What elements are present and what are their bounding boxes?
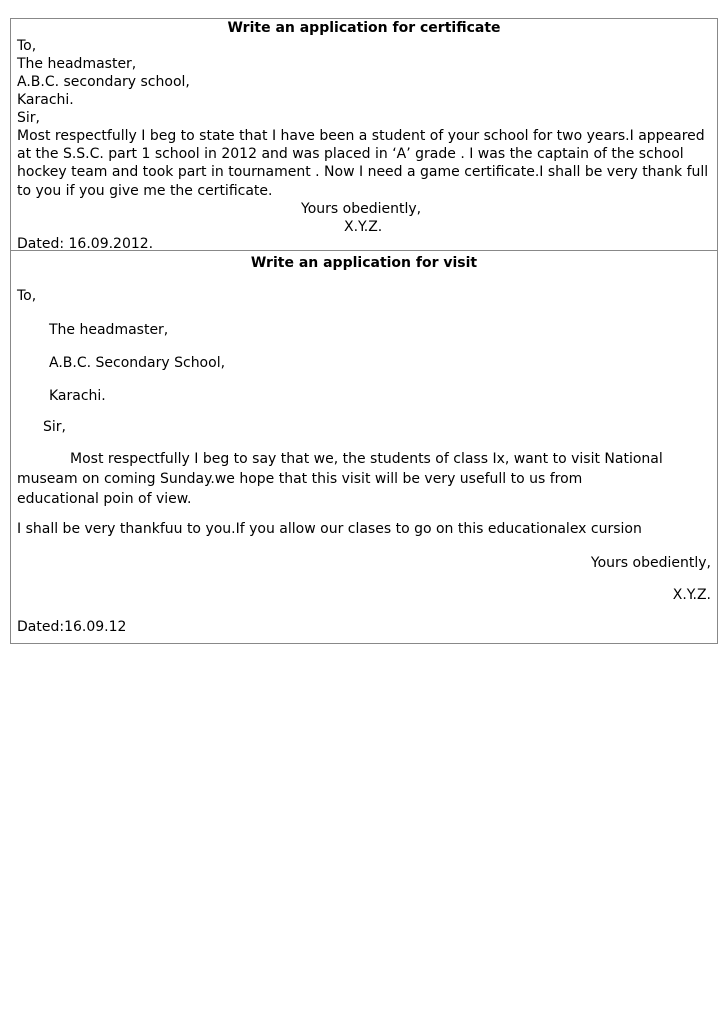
salutation-line: Sir, xyxy=(17,110,40,126)
city-line: Karachi. xyxy=(17,92,74,108)
addressee-line: The headmaster, xyxy=(49,322,169,338)
visit-application-section xyxy=(11,251,717,643)
section-title: Write an application for certificate xyxy=(227,20,501,36)
dated-line: Dated:16.09.12 xyxy=(17,619,127,635)
certificate-application-section xyxy=(11,19,717,251)
closing-line: Yours obediently, xyxy=(301,201,422,217)
dated-line: Dated: 16.09.2012. xyxy=(17,236,154,252)
body-rest: museam on coming Sunday.we hope that this visit will be very usefull to us from educational poin of view. xyxy=(17,471,583,507)
body-paragraph: Most respectfully I beg to state that I have been a student of your school for two years.I appeared at the S.S.C. part 1 school in 2012 and was placed in ‘A’ grade . I was the captain of the school hockey team and took part in tournament . Now I need a game certificate.I shall be very thank full to you if you give me the certificate. xyxy=(17,128,709,199)
school-line: A.B.C. Secondary School, xyxy=(49,355,226,371)
closing-line: Yours obediently, xyxy=(590,555,711,571)
to-line: To, xyxy=(17,38,37,54)
school-line: A.B.C. secondary school, xyxy=(17,74,190,90)
signature-line: X.Y.Z. xyxy=(344,219,383,235)
document-table xyxy=(10,18,718,644)
body-first-line: Most respectfully I beg to say that we, the students of class Ix, want to visit National xyxy=(70,451,663,467)
city-line: Karachi. xyxy=(49,388,106,404)
to-line: To, xyxy=(17,288,37,304)
request-line: I shall be very thankfuu to you.If you allow our clases to go on this educationalex cursion xyxy=(17,521,642,537)
section-title: Write an application for visit xyxy=(250,255,478,271)
signature-line: X.Y.Z. xyxy=(672,587,711,603)
salutation-line: Sir, xyxy=(43,419,66,435)
addressee-line: The headmaster, xyxy=(17,56,137,72)
